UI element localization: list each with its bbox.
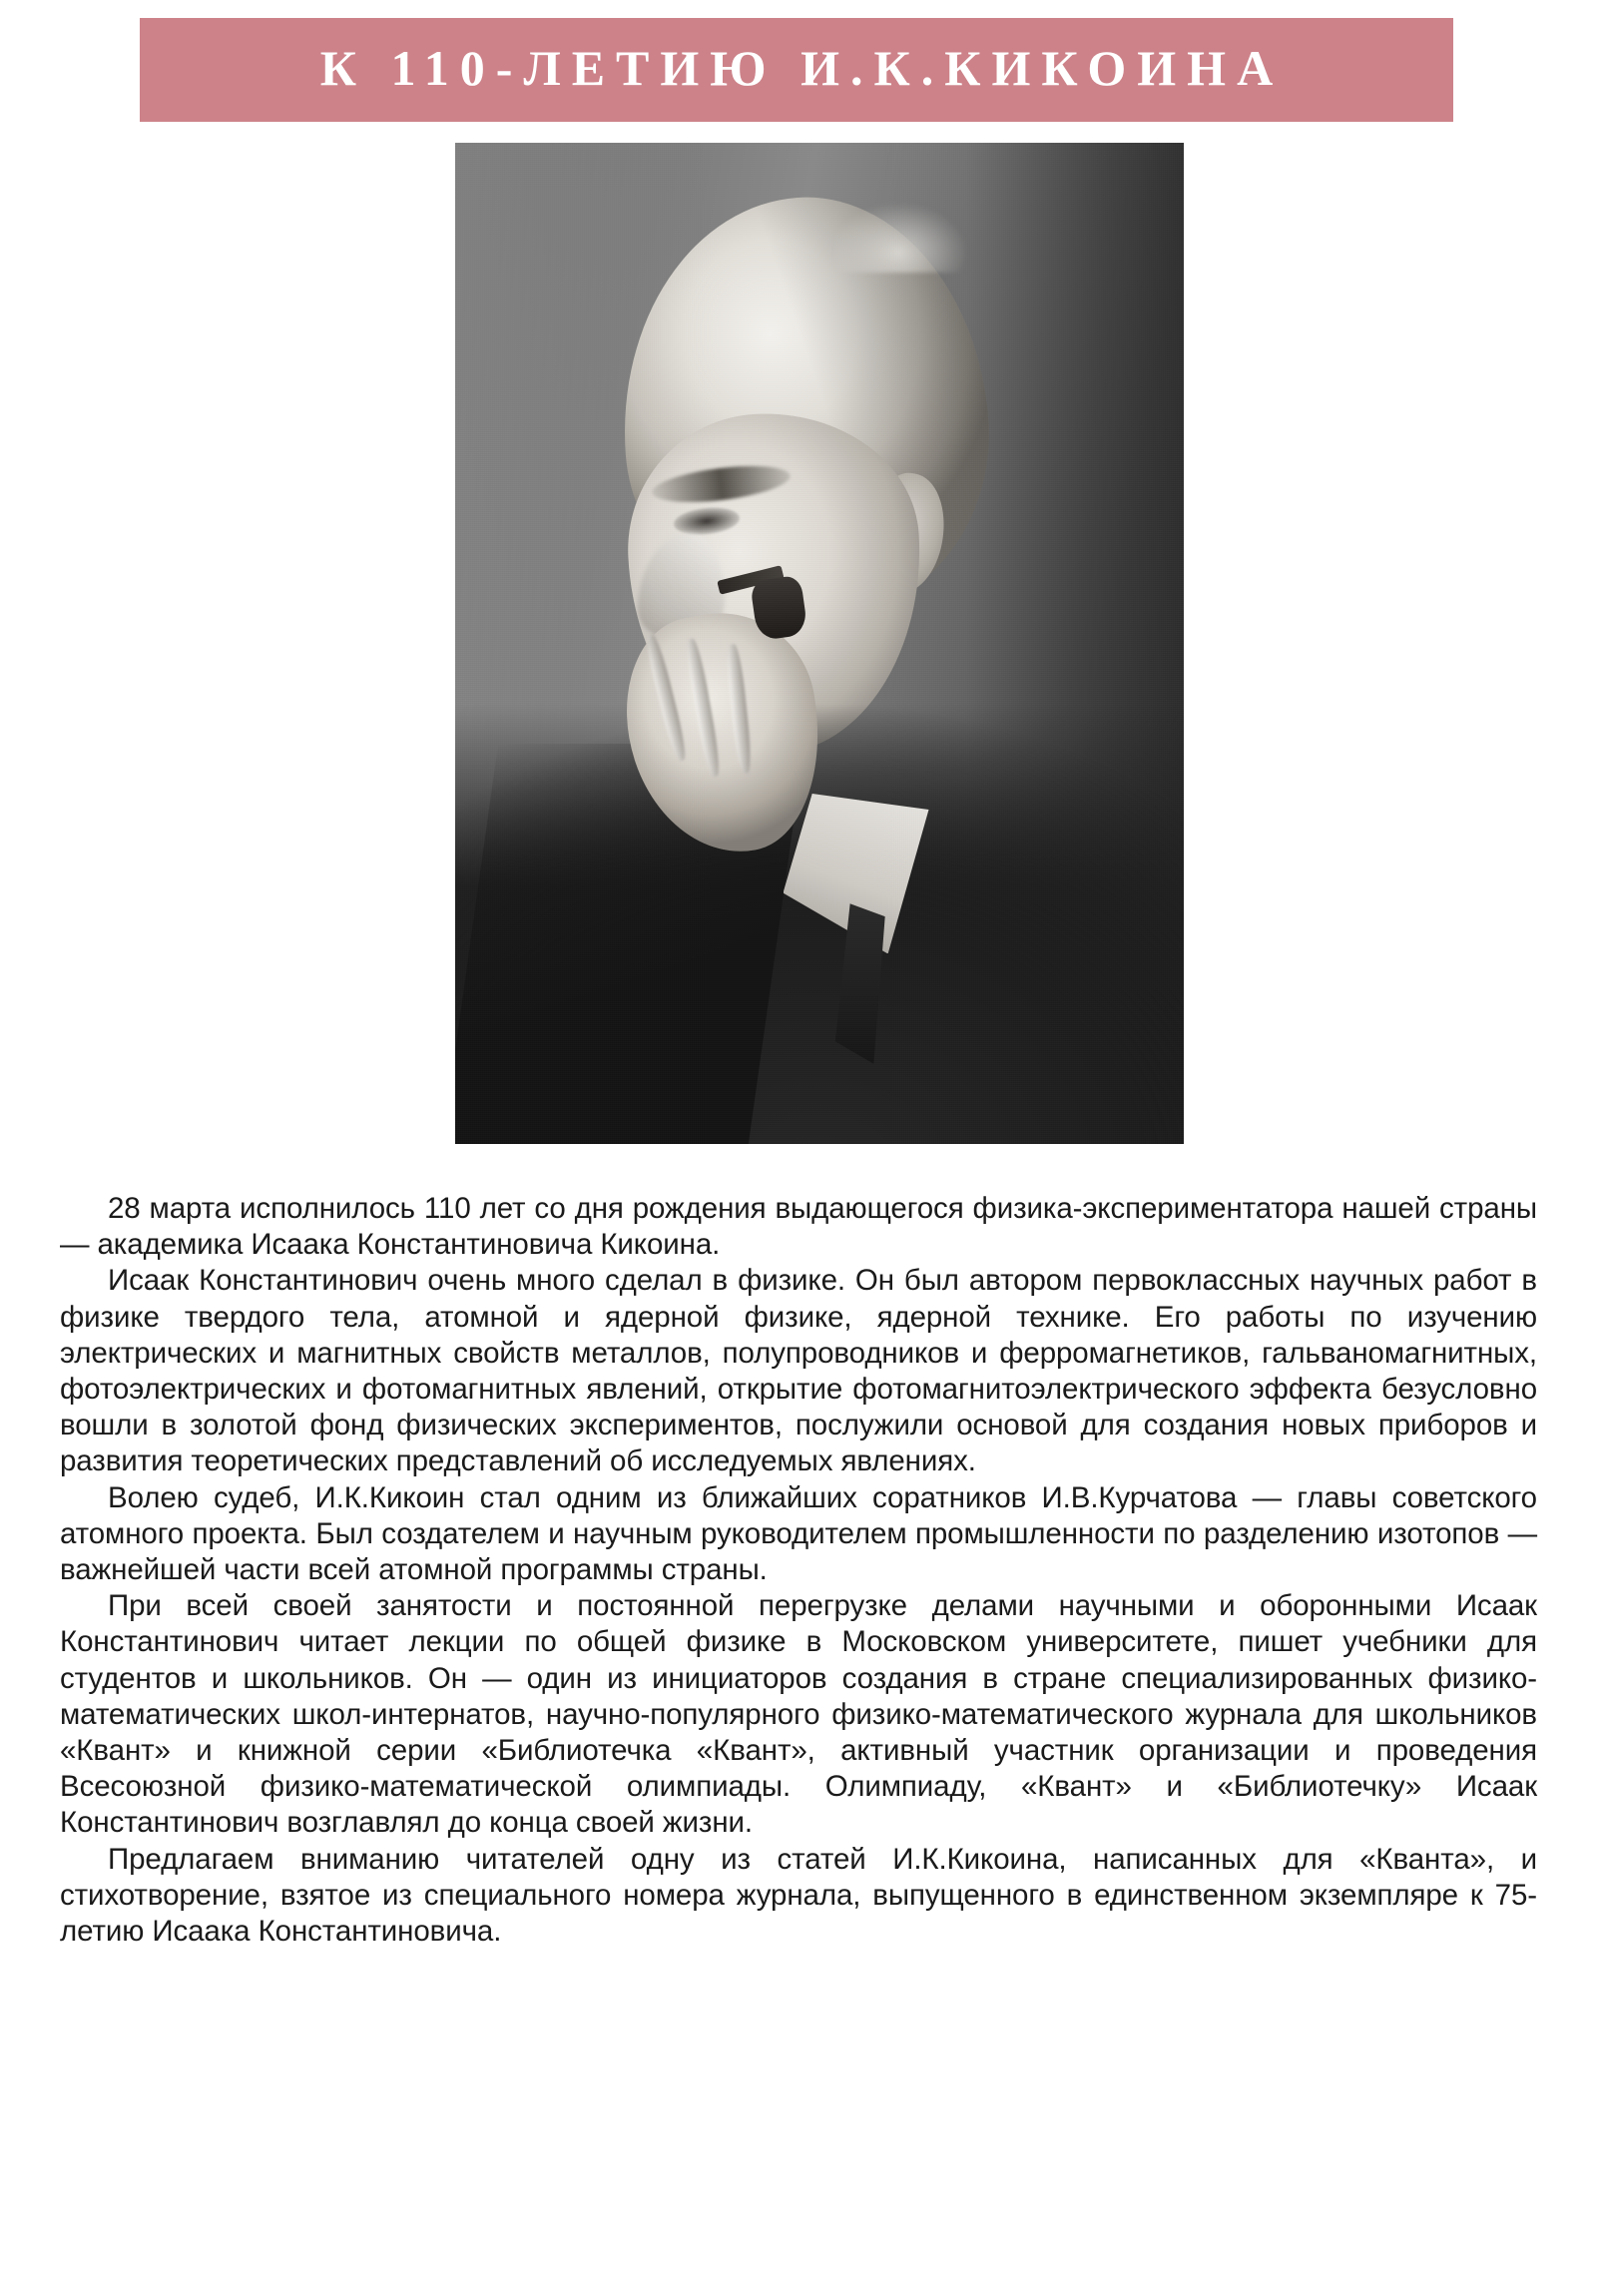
portrait-photo-image (455, 143, 1184, 1144)
article-body (60, 1191, 1537, 1950)
article-paragraph: 28 марта исполнилось 110 лет со дня рождения выдающегося физика-экспериментатора нашей страны — академика Исаака Константиновича Кикоина. (60, 1192, 1537, 1262)
article-paragraph: Исаак Константинович очень много сделал в физике. Он был автором первоклассных научных работ в физике твердого тела, атомной и ядерной физике, ядерной технике. Его работы по изучению электрических и магнитных свойств металлов, полупроводников и ферромагнетиков, гальваномагнитных, фотоэлектрических и фотомагнитных явлений, открытие фотомагнитоэлектрического эффекта безусловно вошли в золотой фонд физических экспериментов, послужили основой для создания новых приборов и развития теоретических представлений об исследуемых явлениях. (60, 1264, 1537, 1478)
header-banner (140, 18, 1453, 122)
photo-film-grain (455, 143, 1184, 1144)
portrait-photo (455, 143, 1184, 1144)
page-title: К 110-ЛЕТИЮ И.К.КИКОИНА (319, 40, 1285, 96)
article-paragraph: При всей своей занятости и постоянной перегрузке делами научными и оборонными Исаак Константинович читает лекции по общей физике в Московском университете, пишет учебники для студентов и школьников. Он — один из инициаторов создания в стране специализированных физико-математических школ-интернатов, научно-популярного физико-математического журнала для школьников «Квант» и книжной серии «Библиотечка «Квант», активный участник организации и проведения Всесоюзной физико-математической олимпиады. Олимпиаду, «Квант» и «Библиотечку» Исаак Константинович возглавлял до конца своей жизни. (60, 1589, 1537, 1840)
article-paragraph: Волею судеб, И.К.Кикоин стал одним из ближайших соратников И.В.Курчатова — главы советского атомного проекта. Был создателем и научным руководителем промышленности по разделению изотопов — важнейшей части всей атомной программы страны. (60, 1480, 1537, 1587)
article-paragraph: Предлагаем вниманию читателей одну из статей И.К.Кикоина, написанных для «Кванта», и стихотворение, взятое из специального номера журнала, выпущенного в единственном экземпляре к 75-летию Исаака Константиновича. (60, 1842, 1537, 1949)
